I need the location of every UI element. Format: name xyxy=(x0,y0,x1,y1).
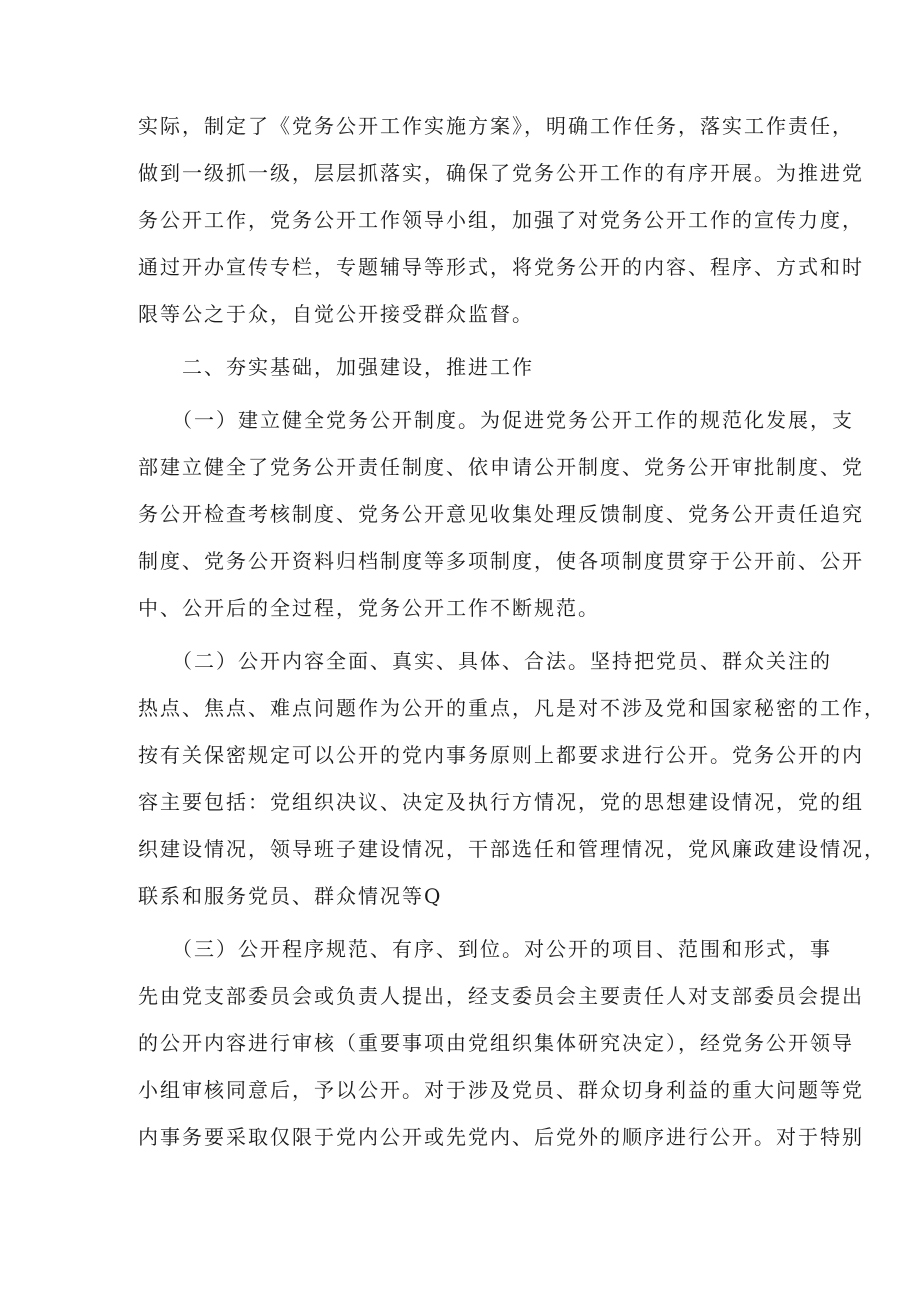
text-line: 中、公开后的全过程，党务公开工作不断规范。 xyxy=(138,596,600,620)
text-line: 限等公之于众，自觉公开接受群众监督。 xyxy=(138,302,534,326)
section-heading: 二、夯实基础，加强建设，推进工作 xyxy=(138,355,534,379)
text-line: 小组审核同意后，予以公开。对于涉及党员、群众切身利益的重大问题等党 xyxy=(138,1078,864,1102)
text-line: 先由党支部委员会或负责人提出，经支委员会主要责任人对支部委员会提出 xyxy=(138,984,864,1008)
text-line: 织建设情况，领导班子建设情况，干部选任和管理情况，党风廉政建设情况， xyxy=(138,837,886,861)
text-line: 容主要包括：党组织决议、决定及执行方情况，党的思想建设情况，党的组 xyxy=(138,790,864,814)
text-line: 做到一级抓一级，层层抓落实，确保了党务公开工作的有序开展。为推进党 xyxy=(138,161,864,185)
text-line: 务公开检查考核制度、党务公开意见收集处理反馈制度、党务公开责任追究 xyxy=(138,502,864,526)
text-line: （二）公开内容全面、真实、具体、合法。坚持把党员、群众关注的 xyxy=(138,649,832,673)
text-line: 联系和服务党员、群众情况等Q xyxy=(138,884,443,908)
text-line: 部建立健全了党务公开责任制度、依申请公开制度、党务公开审批制度、党 xyxy=(138,455,864,479)
text-line: 的公开内容进行审核（重要事项由党组织集体研究决定），经党务公开领导 xyxy=(138,1031,854,1055)
text-line: （一）建立健全党务公开制度。为促进党务公开工作的规范化发展，支 xyxy=(138,408,854,432)
text-line: 务公开工作，党务公开工作领导小组，加强了对党务公开工作的宣传力度， xyxy=(138,208,864,232)
text-line: 内事务要采取仅限于党内公开或先党内、后党外的顺序进行公开。对于特别 xyxy=(138,1125,864,1149)
text-line: 制度、党务公开资料归档制度等多项制度，使各项制度贯穿于公开前、公开 xyxy=(138,549,864,573)
body-text xyxy=(138,112,886,1170)
text-line: （三）公开程序规范、有序、到位。对公开的项目、范围和形式，事 xyxy=(138,937,832,961)
text-line: 实际，制定了《党务公开工作实施方案》，明确工作任务，落实工作责任， xyxy=(138,114,854,138)
text-line: 按有关保密规定可以公开的党内事务原则上都要求进行公开。党务公开的内 xyxy=(138,743,864,767)
text-line: 热点、焦点、难点问题作为公开的重点，凡是对不涉及党和国家秘密的工作， xyxy=(138,696,886,720)
text-line: 通过开办宣传专栏，专题辅导等形式，将党务公开的内容、程序、方式和时 xyxy=(138,255,864,279)
